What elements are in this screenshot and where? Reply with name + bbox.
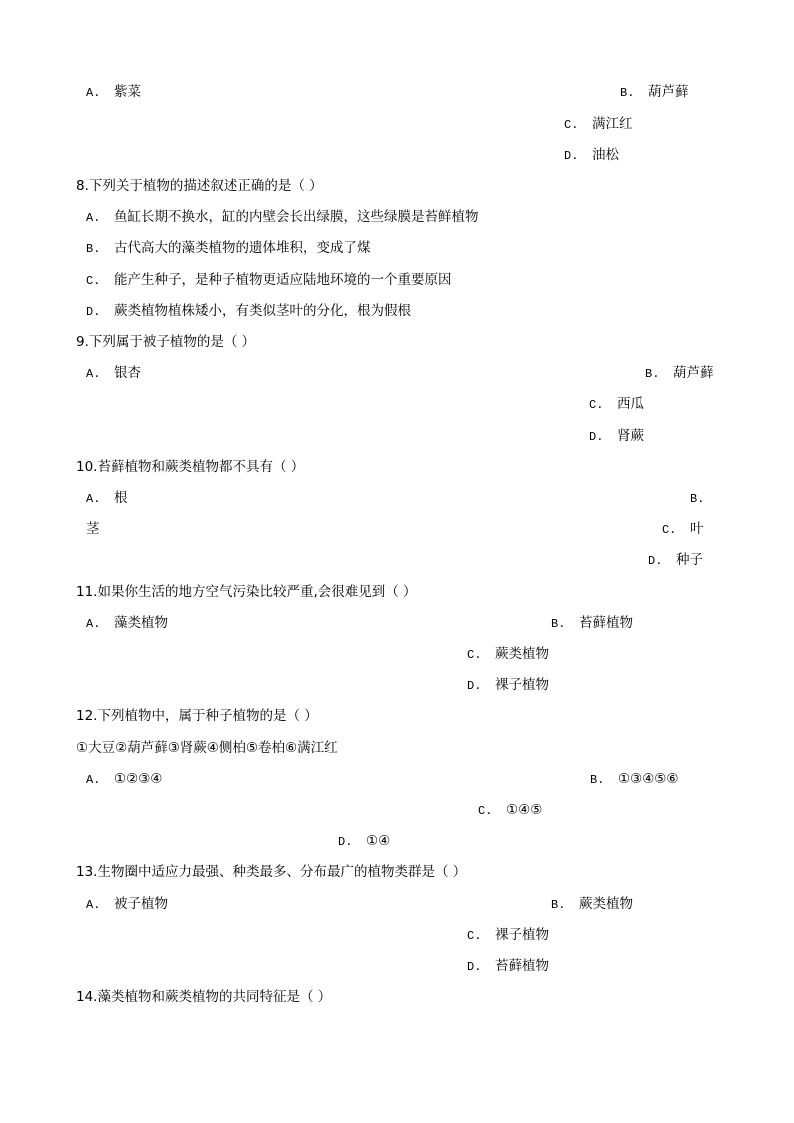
option-letter: A. [86,211,101,225]
option-letter: C. [467,648,482,662]
q12-option-a[interactable] [86,771,162,788]
q10-option-b-text[interactable] [86,521,100,537]
q8-option-d[interactable] [86,303,411,320]
option-text: 古代高大的藻类植物的遗体堆积，变成了煤 [114,240,371,256]
q7-option-a[interactable] [86,84,141,101]
option-letter: C. [467,929,482,943]
q9-question: 9.下列属于被子植物的是（ ） [76,334,256,350]
q7-option-d[interactable] [564,147,619,164]
option-text: 蕨类植物植株矮小，有类似茎叶的分化，根为假根 [114,303,411,319]
q8-option-c[interactable] [86,272,452,289]
option-text: 葫芦藓 [673,365,714,381]
option-letter: A. [86,367,101,381]
option-letter: C. [86,274,101,288]
q13-option-a[interactable] [86,896,168,913]
option-text: 葫芦藓 [648,84,689,100]
q13-option-b[interactable] [551,896,633,913]
q8-question: 8.下列关于植物的描述叙述正确的是（ ） [76,178,323,194]
q9-option-c[interactable] [589,396,644,413]
option-letter: D. [589,430,604,444]
q9-option-d[interactable] [589,428,644,445]
option-letter: D. [467,960,482,974]
q10-option-a[interactable] [86,490,128,507]
option-letter: A. [86,773,101,787]
q13-option-d[interactable] [467,958,549,975]
q10-question: 10.苔藓植物和蕨类植物都不具有（ ） [76,459,305,475]
option-text: 蕨类植物 [495,646,549,662]
option-text: 满江红 [592,116,633,132]
option-letter: A. [86,617,101,631]
q7-option-b[interactable] [620,84,689,101]
option-letter: A. [86,898,101,912]
q13-question: 13.生物圈中适应力最强、种类最多、分布最广的植物类群是（ ） [76,864,467,880]
option-letter: D. [338,835,353,849]
option-text: 苔藓植物 [579,615,633,631]
q11-option-d[interactable] [467,677,549,694]
q12-items: ①大豆②葫芦藓③肾蕨④侧柏⑤卷柏⑥满江红 [76,740,338,756]
q12-option-c[interactable] [478,802,542,819]
option-letter: B. [590,773,605,787]
option-text: ①②③④ [114,771,163,787]
q12-question: 12.下列植物中，属于种子植物的是（ ） [76,708,318,724]
q12-option-d[interactable] [338,833,390,850]
q14-question: 14.藻类植物和蕨类植物的共同特征是（ ） [76,989,332,1005]
q9-option-b[interactable] [645,365,714,382]
q11-option-a[interactable] [86,615,168,632]
option-text: ①④ [366,833,391,849]
q10-option-d[interactable] [648,552,703,569]
q10-option-c[interactable] [662,521,704,538]
option-text: 蕨类植物 [579,896,633,912]
option-letter: B. [620,86,635,100]
option-text: 西瓜 [617,396,644,412]
q11-question: 11.如果你生活的地方空气污染比较严重,会很难见到（ ） [76,584,417,600]
q12-option-b[interactable] [590,771,679,788]
option-letter: B. [551,617,566,631]
option-letter: B. [645,367,660,381]
option-text: 裸子植物 [495,677,549,693]
option-text: 种子 [676,552,703,568]
option-letter: A. [86,86,101,100]
option-text: ①④⑤ [506,802,543,818]
q7-option-c[interactable] [564,116,633,133]
option-letter: C. [589,398,604,412]
q11-option-c[interactable] [467,646,549,663]
option-text: 裸子植物 [495,927,549,943]
option-text: 根 [114,490,128,506]
option-text: 藻类植物 [114,615,168,631]
option-letter: D. [86,305,101,319]
option-text: 紫菜 [114,84,141,100]
option-text: 银杏 [114,365,141,381]
option-text: 油松 [592,147,619,163]
option-letter: A. [86,492,101,506]
option-letter: B. [86,242,101,256]
option-text: 茎 [86,521,100,537]
option-letter: C. [478,804,493,818]
option-text: ①③④⑤⑥ [618,771,679,787]
option-letter: D. [467,679,482,693]
option-text: 能产生种子，是种子植物更适应陆地环境的一个重要原因 [114,272,452,288]
q11-option-b[interactable] [551,615,633,632]
option-text: 叶 [690,521,704,537]
option-text: 被子植物 [114,896,168,912]
option-letter: C. [564,118,579,132]
option-letter: D. [564,149,579,163]
q8-option-b[interactable] [86,240,371,257]
option-letter: B. [551,898,566,912]
option-text: 苔藓植物 [495,958,549,974]
option-text: 肾蕨 [617,428,644,444]
option-text: 鱼缸长期不换水，缸的内壁会长出绿膜，这些绿膜是苔鲜植物 [114,209,479,225]
option-letter: D. [648,554,663,568]
option-letter: C. [662,523,677,537]
q8-option-a[interactable] [86,209,479,226]
option-letter: B. [690,492,705,506]
q13-option-c[interactable] [467,927,549,944]
q9-option-a[interactable] [86,365,141,382]
q10-option-b[interactable] [690,490,718,507]
